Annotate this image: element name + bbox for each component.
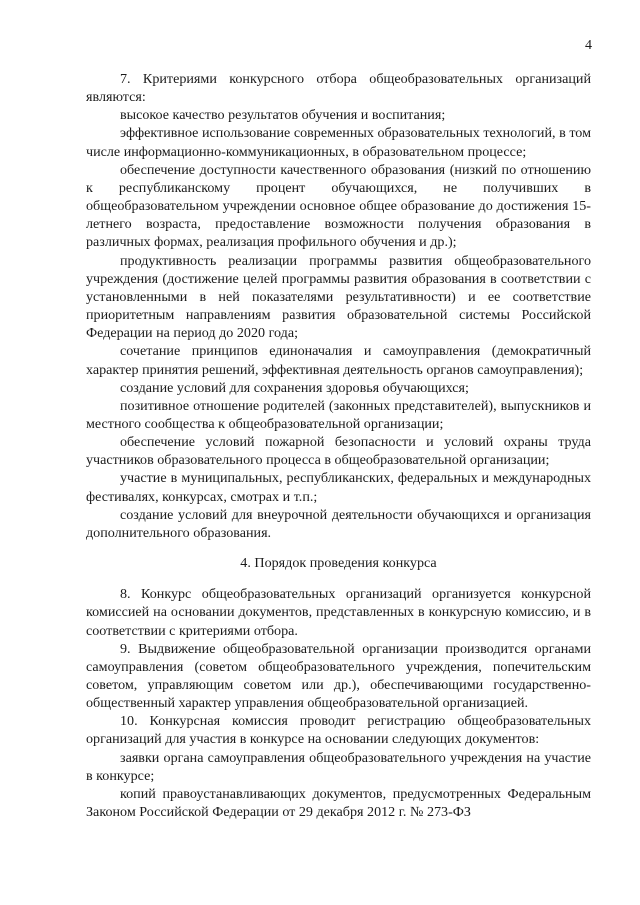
paragraph: копий правоустанавливающих документов, предусмотренных Федеральным Законом Российской Федерации от 29 декабря 2012 г. № 273-ФЗ bbox=[86, 785, 591, 821]
paragraph: 10. Конкурсная комиссия проводит регистрацию общеобразовательных организаций для участия в конкурсе на основании следующих документов: bbox=[86, 713, 591, 748]
paragraph: продуктивность реализации программы развития общеобразовательного учреждения (достижение целей программы развития образования в соответствии с установленными в ней показателями результативности) и ее соответствие приоритетным направлениям развития образовательной системы Российской Федерации на период до 2020 года; bbox=[86, 252, 591, 342]
paragraph: обеспечение доступности качественного образования (низкий по отношению к республиканскому процент обучающихся, не получивших в общеобразовательном учреждении основное общее образование до достижения 15-летнего возраста, предоставление возможности получения образования в различных формах, реализация профильного обучения и др.); bbox=[86, 161, 591, 251]
paragraph: 9. Выдвижение общеобразовательной организации производится органами самоуправления (советом общеобразовательного учреждения, попечительским советом, управляющим советом или др.), обеспечивающими государственно-общественный характер управления общеобразовательной организацией. bbox=[86, 640, 591, 712]
paragraph: обеспечение условий пожарной безопасности и условий охраны труда участников образовательного процесса в общеобразовательной организации; bbox=[86, 434, 591, 469]
paragraph: создание условий для сохранения здоровья обучающихся; bbox=[120, 379, 469, 396]
paragraph: 8. Конкурс общеобразовательных организаций организуется конкурсной комиссией на основании документов, представленных в конкурсную комиссию, и в соответствии с критериями отбора. bbox=[86, 586, 591, 639]
section-heading: 4. Порядок проведения конкурса bbox=[240, 555, 437, 572]
paragraph: высокое качество результатов обучения и воспитания; bbox=[120, 107, 446, 124]
paragraph: эффективное использование современных образовательных технологий, в том числе информационно-коммуникационных, в образовательном процессе; bbox=[86, 125, 591, 160]
paragraph: 7. Критериями конкурсного отбора общеобразовательных организаций являются: bbox=[86, 71, 591, 106]
paragraph: сочетание принципов единоначалия и самоуправления (демократичный характер принятия решений, эффективная деятельность органов самоуправления); bbox=[86, 343, 591, 378]
paragraph: позитивное отношение родителей (законных представителей), выпускников и местного сообщества к общеобразовательной организации; bbox=[86, 397, 591, 432]
document-body bbox=[86, 70, 591, 821]
paragraph: участие в муниципальных, республиканских, федеральных и международных фестивалях, конкурсах, смотрах и т.п.; bbox=[86, 470, 591, 505]
paragraph: заявки органа самоуправления общеобразовательного учреждения на участие в конкурсе; bbox=[86, 749, 591, 784]
paragraph: создание условий для внеурочной деятельности обучающихся и организация дополнительного образования. bbox=[86, 506, 591, 541]
page-number: 4 bbox=[585, 38, 592, 53]
